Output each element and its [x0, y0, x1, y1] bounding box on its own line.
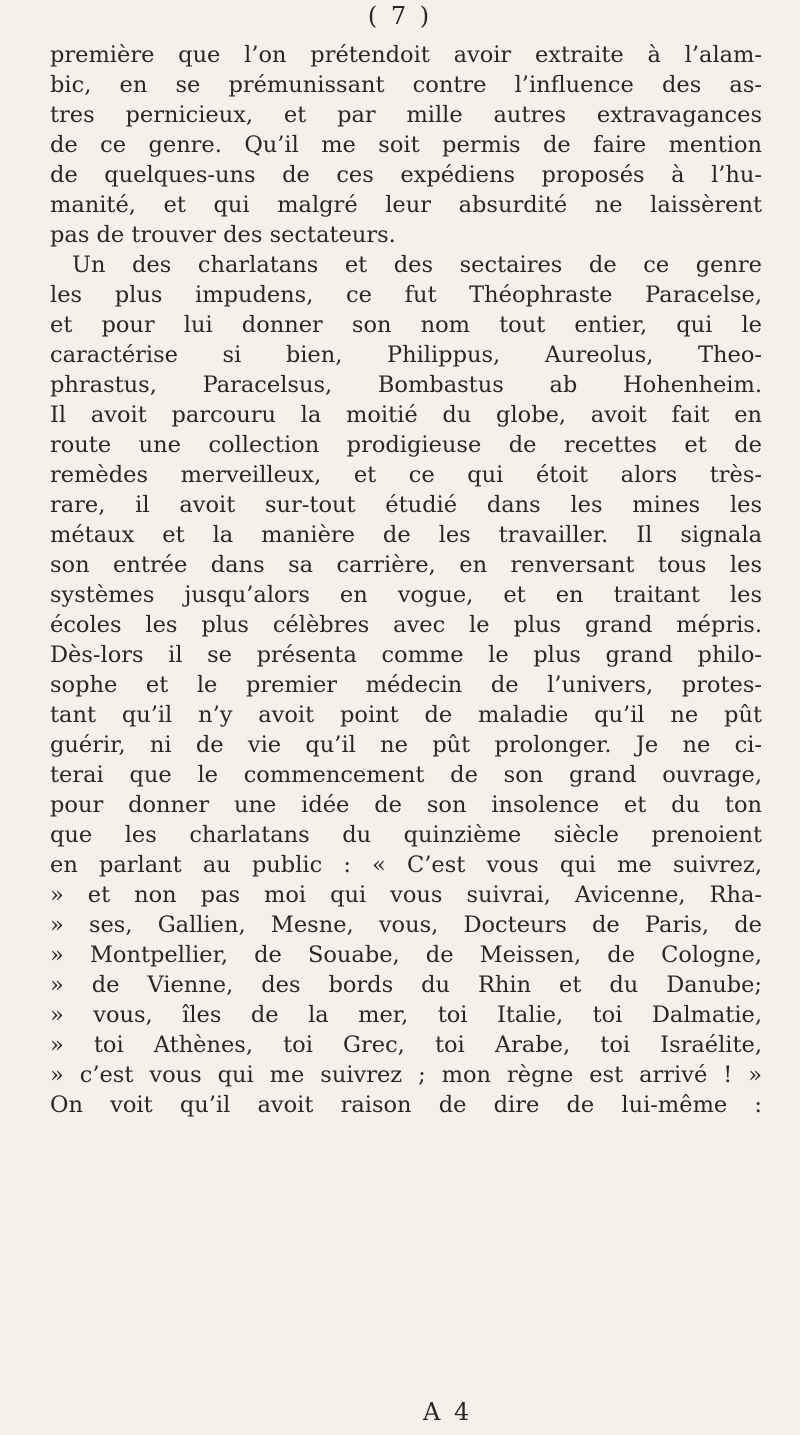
- text-line: en parlant au public : « C’est vous qui me suivrez,: [50, 852, 762, 878]
- text-line: remèdes merveilleux, et ce qui étoit alors très-: [50, 462, 762, 488]
- text-line: pour donner une idée de son insolence et du ton: [50, 792, 762, 818]
- text-line: phrastus, Paracelsus, Bombastus ab Hohenheim.: [50, 372, 762, 398]
- text-line: tant qu’il n’y avoit point de maladie qu’il ne pût: [50, 702, 762, 728]
- text-line: tres pernicieux, et par mille autres extravagances: [50, 102, 762, 128]
- text-line: écoles les plus célèbres avec le plus grand mépris.: [50, 612, 762, 638]
- text-line: première que l’on prétendoit avoir extraite à l’alam-: [50, 42, 762, 68]
- body-text: [50, 40, 762, 1120]
- text-line: et pour lui donner son nom tout entier, qui le: [50, 312, 762, 338]
- text-line: les plus impudens, ce fut Théophraste Paracelse,: [50, 282, 762, 308]
- text-line: rare, il avoit sur-tout étudié dans les mines les: [50, 492, 762, 518]
- text-line: » ses, Gallien, Mesne, vous, Docteurs de Paris, de: [50, 912, 762, 938]
- text-line: » vous, îles de la mer, toi Italie, toi Dalmatie,: [50, 1002, 762, 1028]
- text-line: de quelques-uns de ces expédiens proposés à l’hu-: [50, 162, 762, 188]
- text-line: terai que le commencement de son grand ouvrage,: [50, 762, 762, 788]
- text-line: que les charlatans du quinzième siècle prenoient: [50, 822, 762, 848]
- text-line: Il avoit parcouru la moitié du globe, avoit fait en: [50, 402, 762, 428]
- text-line: » de Vienne, des bords du Rhin et du Danube;: [50, 972, 762, 998]
- text-line: On voit qu’il avoit raison de dire de lui-même :: [50, 1092, 762, 1118]
- text-line: de ce genre. Qu’il me soit permis de faire mention: [50, 132, 762, 158]
- text-line: systèmes jusqu’alors en vogue, et en traitant les: [50, 582, 762, 608]
- text-line: » c’est vous qui me suivrez ; mon règne est arrivé ! »: [50, 1062, 762, 1088]
- text-line: » et non pas moi qui vous suivrai, Avicenne, Rha-: [50, 882, 762, 908]
- text-line: métaux et la manière de les travailler. Il signala: [50, 522, 762, 548]
- text-line: caractérise si bien, Philippus, Aureolus, Theo-: [50, 342, 762, 368]
- text-line: sophe et le premier médecin de l’univers, protes-: [50, 672, 762, 698]
- printer-signature-mark: A 4: [423, 1398, 473, 1426]
- text-line: manité, et qui malgré leur absurdité ne laissèrent: [50, 192, 762, 218]
- text-line: son entrée dans sa carrière, en renversant tous les: [50, 552, 762, 578]
- text-line: Dès-lors il se présenta comme le plus grand philo-: [50, 642, 762, 668]
- text-line: » Montpellier, de Souabe, de Meissen, de Cologne,: [50, 942, 762, 968]
- text-line: guérir, ni de vie qu’il ne pût prolonger. Je ne ci-: [50, 732, 762, 758]
- text-line: bic, en se prémunissant contre l’influence des as-: [50, 72, 762, 98]
- page-number: ( 7 ): [367, 2, 433, 30]
- text-line: pas de trouver des sectateurs.: [50, 222, 396, 248]
- text-line: » toi Athènes, toi Grec, toi Arabe, toi Israélite,: [50, 1032, 762, 1058]
- text-line: route une collection prodigieuse de recettes et de: [50, 432, 762, 458]
- text-line: Un des charlatans et des sectaires de ce genre: [72, 252, 762, 278]
